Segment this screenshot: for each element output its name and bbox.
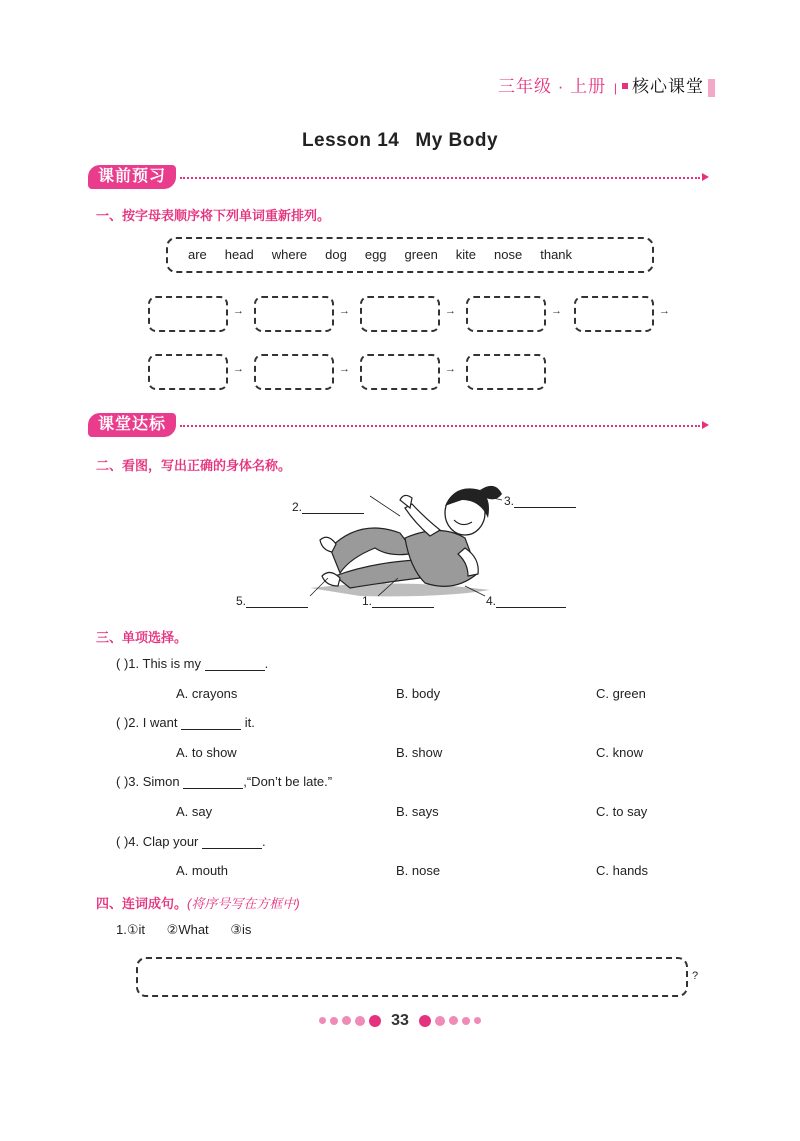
word-bank xyxy=(166,237,654,273)
heading-subtext: (将序号写在方框中) xyxy=(187,896,300,911)
square-bullet-icon xyxy=(622,83,628,89)
dot-icon xyxy=(330,1017,338,1025)
option-c[interactable]: C. know xyxy=(596,745,643,760)
answer-blank[interactable] xyxy=(246,607,308,608)
body-label-4 xyxy=(486,594,566,608)
label-number: 4. xyxy=(486,594,497,608)
question-text-end: ,“Don’t be late.” xyxy=(243,774,333,789)
word-item: dog xyxy=(325,247,347,262)
arrow-right-icon: → xyxy=(659,305,670,317)
body-label-5 xyxy=(236,594,308,608)
answer-slot-6[interactable] xyxy=(148,354,228,390)
word-item: kite xyxy=(455,247,477,262)
question-text-end: . xyxy=(262,834,266,849)
question-3-heading: 三、单项选择。 xyxy=(96,630,188,645)
body-label-3 xyxy=(504,494,576,508)
series-header xyxy=(498,72,715,97)
question-1-heading: 一、按字母表顺序将下列单词重新排列。 xyxy=(96,208,331,223)
label-number: 2. xyxy=(292,500,303,514)
option-b[interactable]: B. show xyxy=(396,745,443,760)
option-c[interactable]: C. green xyxy=(596,686,646,701)
answer-slot-7[interactable] xyxy=(254,354,334,390)
question-4-heading xyxy=(96,893,300,912)
question-text: Simon xyxy=(142,774,180,789)
arrow-right-icon: → xyxy=(551,305,562,317)
word-item: thank xyxy=(540,247,573,262)
dot-icon xyxy=(419,1015,431,1027)
arrow-right-icon xyxy=(702,173,709,181)
option-b[interactable]: B. nose xyxy=(396,863,441,878)
answer-blank[interactable] xyxy=(514,507,576,508)
section-dotline xyxy=(180,177,700,179)
dot-icon xyxy=(342,1016,351,1025)
answer-blank xyxy=(183,788,243,789)
sentence-answer-box[interactable] xyxy=(136,957,688,997)
volume-label: 上册 xyxy=(570,77,607,96)
page-title xyxy=(0,130,800,152)
dot-icon xyxy=(474,1017,481,1024)
question-text: Clap your xyxy=(142,834,199,849)
word-item: green xyxy=(404,247,438,262)
dot-icon xyxy=(435,1016,445,1026)
answer-blank xyxy=(202,848,262,849)
question-number: 1. xyxy=(128,656,140,671)
dot-icon xyxy=(449,1016,458,1025)
arrow-right-icon: → xyxy=(445,305,456,317)
answer-slot-2[interactable] xyxy=(254,296,334,332)
word-item: nose xyxy=(494,247,523,262)
answer-blank xyxy=(205,670,265,671)
pink-bar-decoration xyxy=(708,79,715,97)
answer-slot-1[interactable] xyxy=(148,296,228,332)
dot-icon xyxy=(462,1017,470,1025)
dot-icon xyxy=(355,1016,365,1026)
mc-question-4 xyxy=(116,834,266,849)
answer-paren[interactable]: ( ) xyxy=(116,774,129,789)
word-list xyxy=(188,247,572,262)
mc-question-2 xyxy=(116,715,255,730)
question-2-heading: 二、看图，写出正确的身体名称。 xyxy=(96,458,292,473)
section-dotline xyxy=(180,425,700,427)
option-a[interactable]: A. say xyxy=(176,804,213,819)
dot-icon xyxy=(369,1015,381,1027)
answer-slot-9[interactable] xyxy=(466,354,546,390)
arrow-right-icon: → xyxy=(445,363,456,375)
grade-label: 三年级 xyxy=(498,77,552,96)
question-text-end: it. xyxy=(244,715,255,730)
section-banner-preview: 课前预习 xyxy=(88,165,176,189)
option-c[interactable]: C. to say xyxy=(596,804,648,819)
answer-blank[interactable] xyxy=(302,513,364,514)
word-item: are xyxy=(188,247,207,262)
header-separator: | xyxy=(613,81,618,95)
series-label: 核心课堂 xyxy=(632,77,704,96)
question-text: I want xyxy=(142,715,178,730)
lesson-name: My Body xyxy=(415,130,499,151)
lesson-number: Lesson 14 xyxy=(301,130,400,151)
body-label-2 xyxy=(292,500,364,514)
reorder-words: 1.①it ②What ③is xyxy=(116,922,252,937)
option-a[interactable]: A. to show xyxy=(176,745,237,760)
answer-paren[interactable]: ( ) xyxy=(116,656,129,671)
mc-question-3 xyxy=(116,774,332,789)
answer-paren[interactable]: ( ) xyxy=(116,834,129,849)
page-footer xyxy=(0,1012,800,1030)
option-b[interactable]: B. body xyxy=(396,686,441,701)
arrow-right-icon: → xyxy=(339,363,350,375)
answer-blank xyxy=(181,729,241,730)
word-item: head xyxy=(224,247,254,262)
section-banner-classwork: 课堂达标 xyxy=(88,413,176,437)
question-number: 4. xyxy=(128,834,140,849)
answer-slot-5[interactable] xyxy=(574,296,654,332)
label-number: 1. xyxy=(362,594,373,608)
question-mark: ? xyxy=(692,970,699,982)
page-number: 33 xyxy=(391,1012,409,1029)
body-label-1 xyxy=(362,594,434,608)
question-number: 2. xyxy=(128,715,140,730)
word-item: where xyxy=(271,247,308,262)
option-b[interactable]: B. says xyxy=(396,804,439,819)
label-number: 3. xyxy=(504,494,515,508)
answer-slot-4[interactable] xyxy=(466,296,546,332)
option-a[interactable]: A. mouth xyxy=(176,863,229,878)
answer-paren[interactable]: ( ) xyxy=(116,715,129,730)
answer-slot-3[interactable] xyxy=(360,296,440,332)
header-dot: · xyxy=(557,77,565,96)
arrow-right-icon: → xyxy=(233,305,244,317)
option-c[interactable]: C. hands xyxy=(596,863,649,878)
answer-blank[interactable] xyxy=(372,607,434,608)
answer-slot-8[interactable] xyxy=(360,354,440,390)
arrow-right-icon: → xyxy=(339,305,350,317)
arrow-right-icon xyxy=(702,421,709,429)
heading-text: 四、连词成句。 xyxy=(96,896,188,911)
question-text: This is my xyxy=(142,656,202,671)
word-item: egg xyxy=(364,247,387,262)
label-number: 5. xyxy=(236,594,247,608)
arrow-right-icon: → xyxy=(233,363,244,375)
dot-icon xyxy=(319,1017,326,1024)
answer-blank[interactable] xyxy=(496,607,566,608)
question-number: 3. xyxy=(128,774,140,789)
question-text-end: . xyxy=(264,656,269,671)
option-a[interactable]: A. crayons xyxy=(176,686,238,701)
mc-question-1 xyxy=(116,656,268,671)
